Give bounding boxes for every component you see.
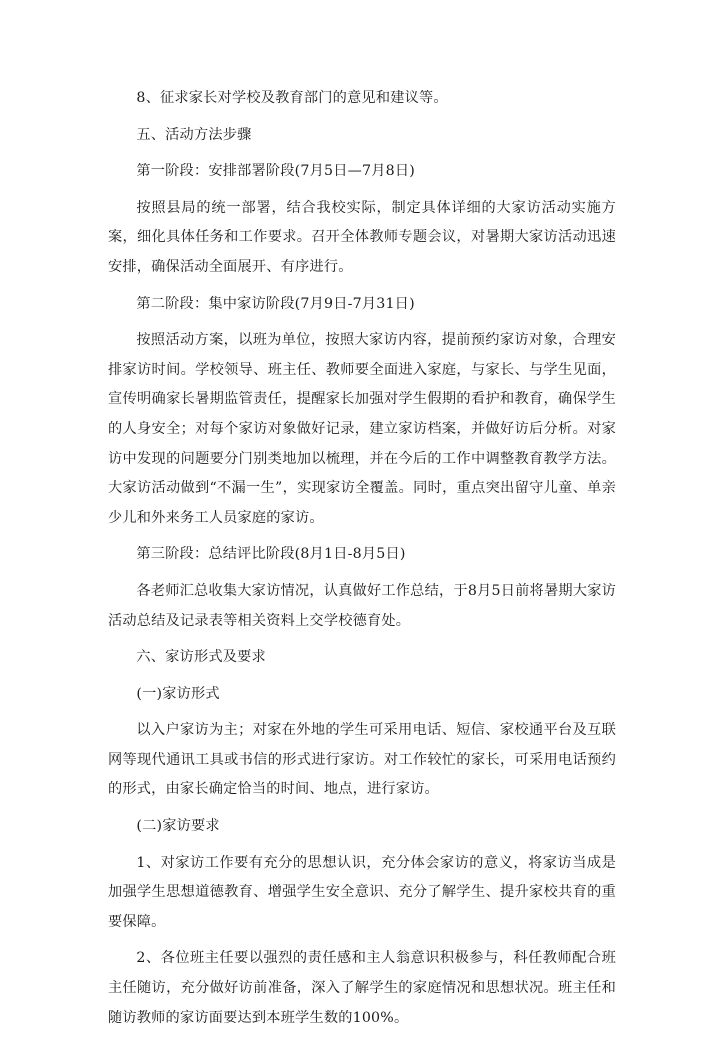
section-heading-5: 五、活动方法步骤: [136, 126, 252, 143]
stage-3-heading: 第三阶段：总结评比阶段(8月1日-8月5日): [136, 546, 406, 563]
stage-2-body: 按照活动方案，以班为单位，按照大家访内容，提前预约家访对象，合理安排家访时间。学校领导、班主任、教师要全面进入家庭，与家长、与学生见面，宣传明确家长暑期监管责任，提醒家长加强对学生假期的看护和教育，确保学生的人身安全；对每个家访对象做好记录，建立家访档案，并做好访后分析。对家访中发现的问题要分门别类地加以梳理，并在今后的工作中调整教育教学方法。大家访活动做到“不漏一生”，实现家访全覆盖。同时，重点突出留守儿童、单亲少儿和外来务工人员家庭的家访。: [108, 332, 616, 526]
stage-3-body: 各老师汇总收集大家访情况，认真做好工作总结，于8月5日前将暑期大家访活动总结及记录表等相关资料上交学校德育处。: [108, 582, 616, 629]
stage-2-heading: 第二阶段：集中家访阶段(7月9日-7月31日): [136, 295, 415, 312]
requirement-1: 1、对家访工作要有充分的思想认识，充分体会家访的意义，将家访当成是加强学生思想道德教育、增强学生安全意识、充分了解学生、提升家校共育的重要保障。: [108, 854, 616, 930]
document-body: [108, 84, 616, 1040]
stage-1-body: 按照县局的统一部署，结合我校实际，制定具体详细的大家访活动实施方案，细化具体任务和工作要求。召开全体教师专题会议，对暑期大家访活动迅速安排，确保活动全面展开、有序进行。: [108, 199, 616, 275]
subheading-visit-requirements: (二)家访要求: [136, 818, 220, 835]
subheading-visit-form: (一)家访形式: [136, 685, 220, 702]
stage-1-heading: 第一阶段：安排部署阶段(7月5日—7月8日): [136, 163, 415, 180]
visit-form-body: 以入户家访为主；对家在外地的学生可采用电话、短信、家校通平台及互联网等现代通讯工具或书信的形式进行家访。对工作较忙的家长，可采用电话预约的形式，由家长确定恰当的时间、地点，进行家访。: [108, 722, 616, 798]
list-item-8: 8、征求家长对学校及教育部门的意见和建议等。: [136, 90, 448, 106]
requirement-2: 2、各位班主任要以强烈的责任感和主人翁意识积极参与，科任教师配合班主任随访，充分做好访前准备，深入了解学生的家庭情况和思想状况。班主任和随访教师的家访面要达到本班学生数的100%。: [108, 950, 616, 1026]
section-heading-6: 六、家访形式及要求: [136, 649, 266, 666]
